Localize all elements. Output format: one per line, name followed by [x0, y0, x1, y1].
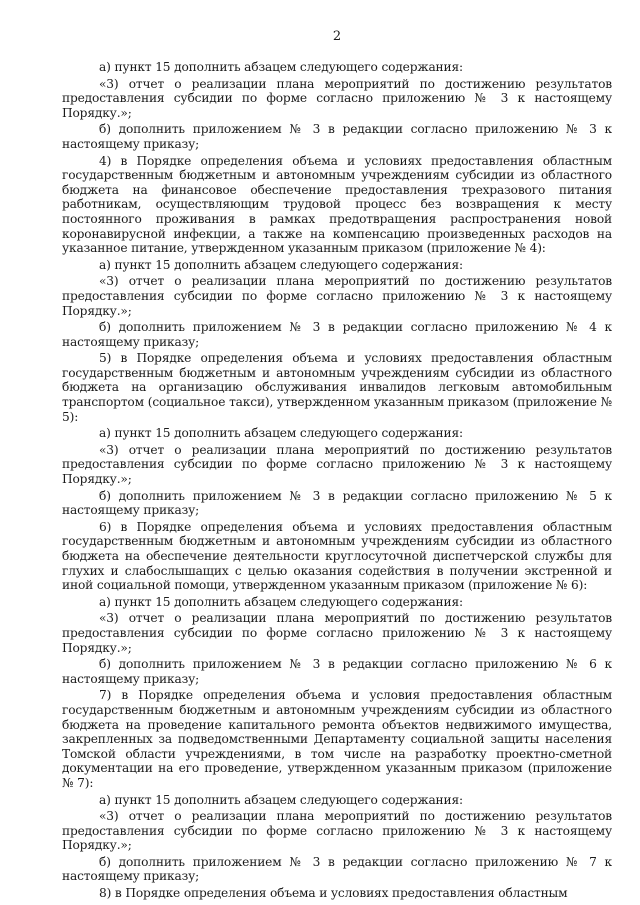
paragraph-item-b: б) дополнить приложением № 3 в редакции согласно приложению № 4 к настоящему приказу;: [62, 320, 612, 349]
paragraph-report-clause: «3) отчет о реализации плана мероприятий по достижению результатов предоставления субсидии по форме согласно приложению № 3 к настоящему Порядку.»;: [62, 76, 612, 120]
paragraph-report-clause: «3) отчет о реализации плана мероприятий по достижению результатов предоставления субсидии по форме согласно приложению № 3 к настоящему Порядку.»;: [62, 274, 612, 318]
paragraph-section-7: 7) в Порядке определения объема и условия предоставления областным государственным бюджетным и автономным учреждениям субсидии из областного бюджета на проведение капитального ремонта объектов недвижимого имущества, закрепленных за подведомственными Департаменту социальной защиты населения Томской области учреждениями, в том числе на разработку проектно-сметной документации на его проведение, утвержденном указанным приказом (приложение № 7):: [62, 688, 612, 790]
document-page: [62, 28, 612, 903]
paragraph-item-b: б) дополнить приложением № 3 в редакции согласно приложению № 6 к настоящему приказу;: [62, 657, 612, 686]
paragraph-section-5: 5) в Порядке определения объема и условиях предоставления областным государственным бюджетным и автономным учреждениям субсидии из областного бюджета на организацию обслуживания инвалидов легковым автомобильным транспортом (социальное такси), утвержденном указанным приказом (приложение № 5):: [62, 351, 612, 424]
paragraph-section-8: 8) в Порядке определения объема и условиях предоставления областным: [99, 886, 568, 901]
paragraph-item-b: б) дополнить приложением № 3 в редакции согласно приложению № 3 к настоящему приказу;: [62, 122, 612, 151]
paragraph-report-clause: «3) отчет о реализации плана мероприятий по достижению результатов предоставления субсидии по форме согласно приложению № 3 к настоящему Порядку.»;: [62, 809, 612, 853]
document-body: [62, 60, 612, 901]
paragraph-item-b: б) дополнить приложением № 3 в редакции согласно приложению № 7 к настоящему приказу;: [62, 854, 612, 884]
paragraph-item-a: а) пункт 15 дополнить абзацем следующего содержания:: [99, 792, 463, 807]
paragraph-item-a: а) пункт 15 дополнить абзацем следующего содержания:: [99, 426, 463, 441]
paragraph-item-a: а) пункт 15 дополнить абзацем следующего содержания:: [99, 594, 463, 609]
paragraph-report-clause: «3) отчет о реализации плана мероприятий по достижению результатов предоставления субсидии по форме согласно приложению № 3 к настоящему Порядку.»;: [62, 611, 612, 655]
paragraph-item-b: б) дополнить приложением № 3 в редакции согласно приложению № 5 к настоящему приказу;: [62, 488, 612, 518]
paragraph-section-6: 6) в Порядке определения объема и условиях предоставления областным государственным бюджетным и автономным учреждениям субсидии из областного бюджета на обеспечение деятельности круглосуточной диспетчерской службы для глухих и слабослышащих с целью оказания содействия в получении экстренной и иной социальной помощи, утвержденном указанным приказом (приложение № 6):: [62, 519, 612, 593]
paragraph-item-a: а) пункт 15 дополнить абзацем следующего содержания:: [99, 257, 463, 272]
page-number: 2: [332, 29, 342, 44]
paragraph-report-clause: «3) отчет о реализации плана мероприятий по достижению результатов предоставления субсидии по форме согласно приложению № 3 к настоящему Порядку.»;: [62, 442, 612, 487]
paragraph-section-4: 4) в Порядке определения объема и условиях предоставления областным государственным бюджетным и автономным учреждениям субсидии из областного бюджета на финансовое обеспечение предоставления трехразового питания работникам, осуществляющим трудовой процесс без возвращения к месту постоянного проживания в рамках предотвращения распространения новой коронавирусной инфекции, а также на компенсацию произведенных расходов на указанное питание, утвержденном указанным приказом (приложение № 4):: [62, 153, 612, 256]
paragraph-item-a: а) пункт 15 дополнить абзацем следующего содержания:: [99, 60, 463, 74]
